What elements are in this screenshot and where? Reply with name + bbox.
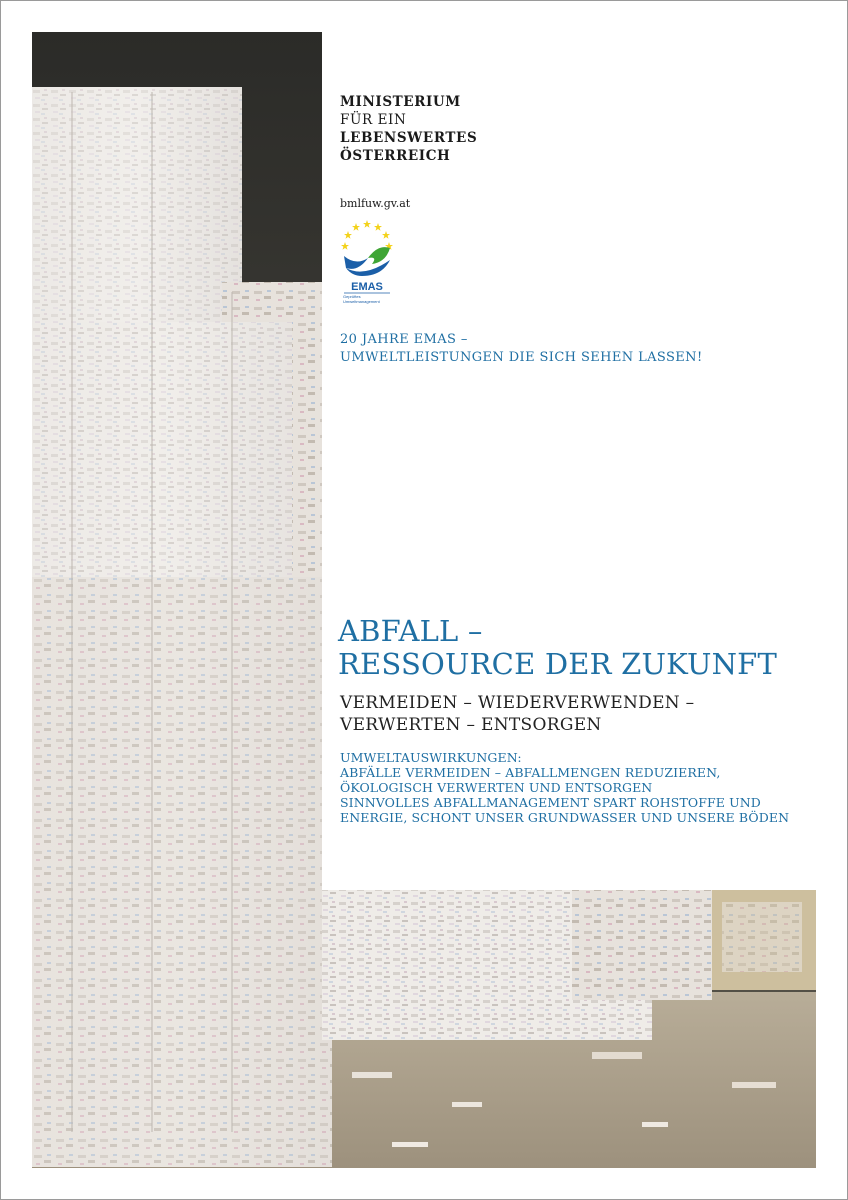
title-line-2: RESSOURCE DER ZUKUNFT xyxy=(338,647,778,681)
emas-logo-name: EMAS xyxy=(351,281,383,293)
impacts-line-2: ABFÄLLE VERMEIDEN – ABFALLMENGEN REDUZIEREN, xyxy=(340,765,721,780)
impacts-line-4: SINNVOLLES ABFALLMANAGEMENT SPART ROHSTOFFE UND xyxy=(340,795,761,810)
document-title xyxy=(338,615,777,681)
subtitle-line-2: VERWERTEN – ENTSORGEN xyxy=(340,715,602,735)
eu-stars-icon xyxy=(341,220,393,250)
ministry-line-3: LEBENSWERTES xyxy=(340,130,478,146)
ministry-line-1: MINISTERIUM xyxy=(340,94,461,110)
ministry-line-4: ÖSTERREICH xyxy=(340,148,451,164)
emas-logo xyxy=(338,218,396,304)
title-line-1: ABFALL – xyxy=(338,614,483,648)
impacts-line-1: UMWELTAUSWIRKUNGEN: xyxy=(340,750,522,765)
ministry-url: bmlfuw.gv.at xyxy=(340,197,411,210)
emas-logo-icon xyxy=(338,218,396,304)
ministry-line-2: FÜR EIN xyxy=(340,112,407,128)
ministry-wordmark xyxy=(340,93,477,165)
impacts-line-3: ÖKOLOGISCH VERWERTEN UND ENTSORGEN xyxy=(340,780,653,795)
emas-logo-caption-1: Geprüftes xyxy=(343,294,361,299)
anniversary-line-2: UMWELTLEISTUNGEN DIE SICH SEHEN LASSEN! xyxy=(340,350,703,365)
environmental-impacts xyxy=(340,750,789,825)
emas-logo-caption-2: Umweltmanagement xyxy=(343,299,380,304)
anniversary-line-1: 20 JAHRE EMAS – xyxy=(340,332,468,347)
document-subtitle xyxy=(340,692,694,736)
emas-anniversary-heading xyxy=(340,331,703,367)
impacts-line-5: ENERGIE, SCHONT UNSER GRUNDWASSER UND UNSERE BÖDEN xyxy=(340,810,790,825)
subtitle-line-1: VERMEIDEN – WIEDERVERWENDEN – xyxy=(340,693,695,713)
